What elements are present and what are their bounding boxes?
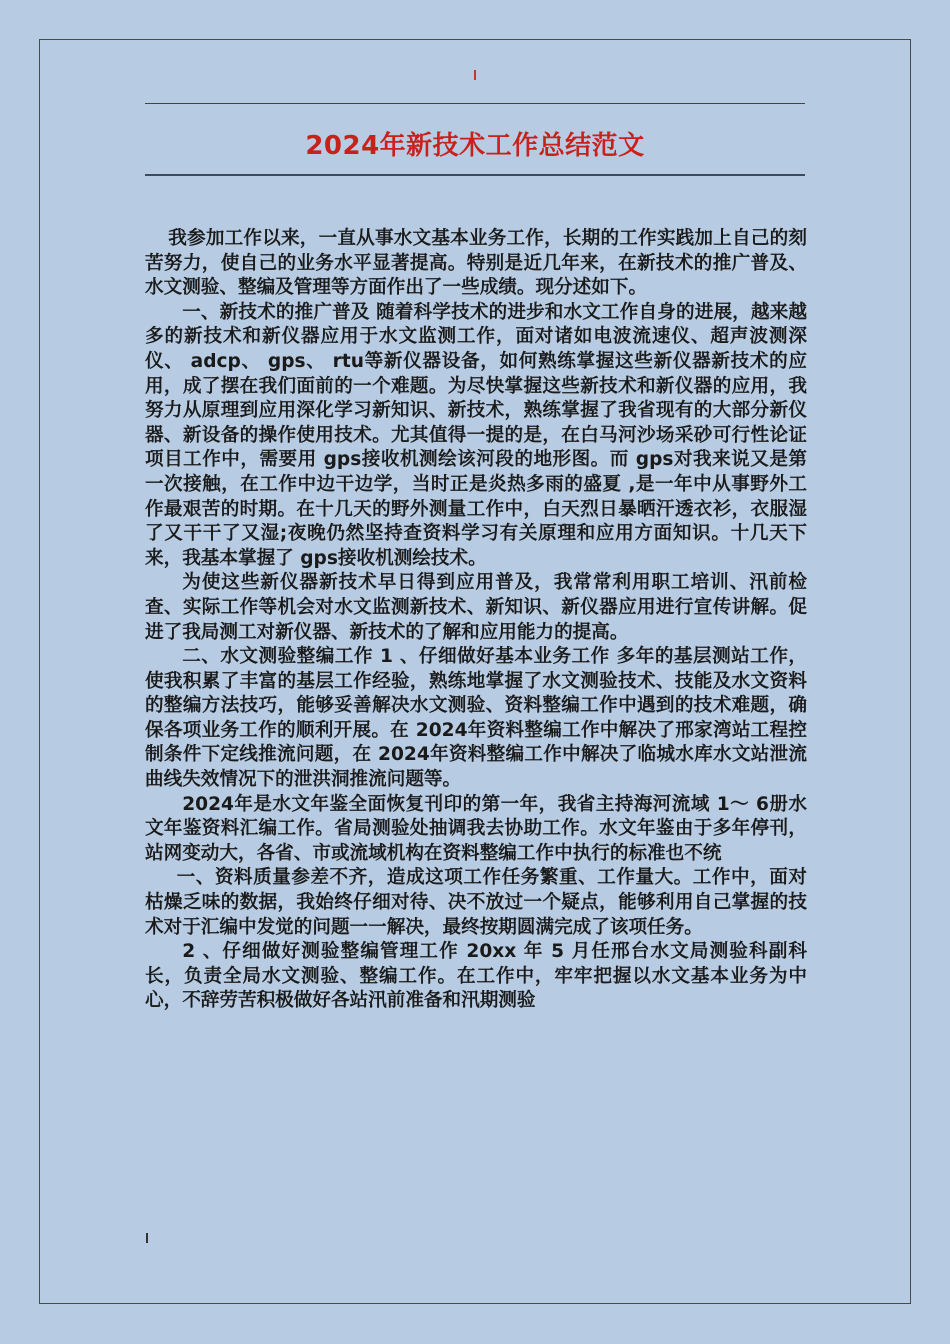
title-underline [145,174,805,176]
document-title: 2024年新技术工作总结范文 [305,131,645,161]
paragraph-quality: 一、资料质量参差不齐，造成这项工作任务繁重、工作量大。工作中，面对枯燥乏味的数据，我始终仔细对待、决不放过一个疑点，能够利用自己掌握的技术对于汇编中发觉的问题一一解决，最终按期圆满完成了该项任务。 [145,867,807,938]
paragraph-section-2: 二、水文测验整编工作 1 、仔细做好基本业务工作 多年的基层测站工作，使我积累了丰富的基层工作经验，熟练地掌握了水文测验技术、技能及水文资料的整编方法技巧，能够妥善解决水文测验、资料整编工作中遇到的技术难题，确保各项业务工作的顺利开展。在 2024年资料整编工作中解决了邢家湾站工程控制条件下定线推流问题，在 2024年资料整编工作中解决了临城水库水文站泄流曲线失效情况下的泄洪洞推流问题等。 [145,646,807,791]
header-rule [145,103,805,104]
header-mark [474,70,476,80]
paragraph-intro: 我参加工作以来，一直从事水文基本业务工作，长期的工作实践加上自己的刻苦努力，使自己的业务水平显著提高。特别是近几年来，在新技术的推广普及、水文测验、整编及管理等方面作出了一些成绩。现分述如下。 [145,228,807,299]
paragraph-promotion: 为使这些新仪器新技术早日得到应用普及，我常常利用职工培训、汛前检查、实际工作等机会对水文监测新技术、新知识、新仪器应用进行宣传讲解。促进了我局测工对新仪器、新技术的了解和应用能力的提高。 [145,572,807,643]
paragraph-yearbook: 2024年是水文年鉴全面恢复刊印的第一年，我省主持海河流域 1～ 6册水文年鉴资料汇编工作。省局测验处抽调我去协助工作。水文年鉴由于多年停刊，站网变动大，各省、市或流域机构在资料整编工作中执行的标准也不统 [145,793,807,864]
paragraph-management: 2 、仔细做好测验整编管理工作 20xx 年 5 月任邢台水文局测验科副科长，负责全局水文测验、整编工作。在工作中，牢牢把握以水文基本业务为中心，不辞劳苦积极做好各站汛前准备和汛期测验 [145,941,807,1012]
document-body [145,227,807,1014]
footer-mark [146,1233,148,1243]
paragraph-section-1: 一、新技术的推广普及 随着科学技术的进步和水文工作自身的进展，越来越多的新技术和新仪器应用于水文监测工作，面对诸如电波流速仪、超声波测深仪、 adcp、 gps、 rtu等新仪器设备，如何熟练掌握这些新仪器新技术的应用，成了摆在我们面前的一个难题。为尽快掌握这些新技术和新仪器的应用，我努力从原理到应用深化学习新知识、新技术，熟练掌握了我省现有的大部分新仪器、新设备的操作使用技术。尤其值得一提的是，在白马河沙场采砂可行性论证项目工作中，需要用 gps接收机测绘该河段的地形图。而 gps对我来说又是第一次接触，在工作中边干边学，当时正是炎热多雨的盛夏 ,是一年中从事野外工作最艰苦的时期。在十几天的野外测量工作中，白天烈日暴晒汗透衣衫，衣服湿了又干干了又湿;夜晚仍然坚持查资料学习有关原理和应用方面知识。十几天下来，我基本掌握了 gps接收机测绘技术。 [145,301,807,569]
